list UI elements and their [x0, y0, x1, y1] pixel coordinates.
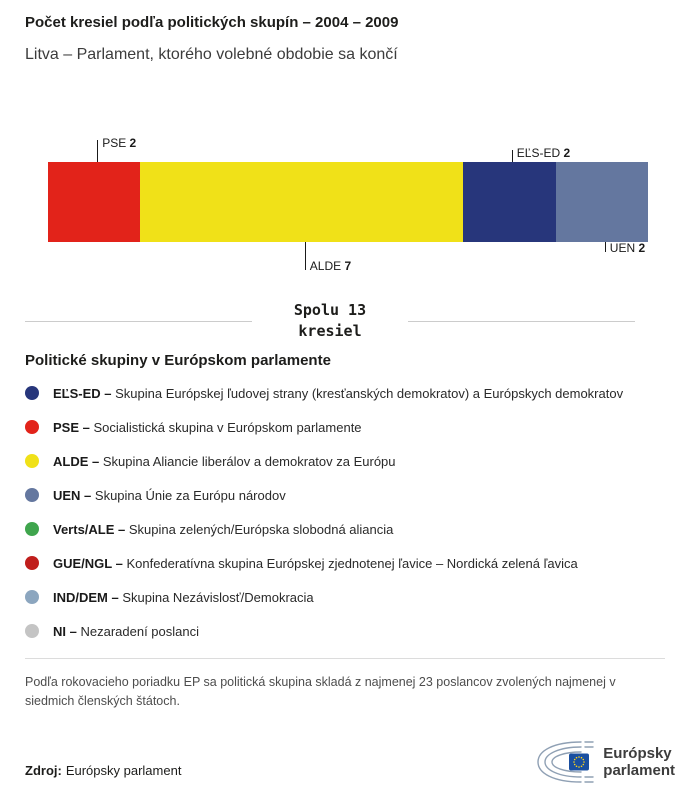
- legend-item-text: ALDE – Skupina Aliancie liberálov a demokratov za Európu: [53, 453, 396, 469]
- source-line: [25, 763, 181, 778]
- legend-color-dot: [25, 590, 39, 604]
- ep-logo-text: [603, 745, 675, 780]
- legend-item-ALDE: [25, 454, 675, 468]
- callout-label: PSE 2: [102, 136, 137, 150]
- legend-color-dot: [25, 420, 39, 434]
- hemicycle-icon: [533, 738, 595, 786]
- bar-segment-UEN: [556, 162, 648, 242]
- eu-flag-icon: [569, 753, 589, 770]
- legend-color-dot: [25, 522, 39, 536]
- total-rule-right: [408, 321, 635, 322]
- legend-color-dot: [25, 556, 39, 570]
- ep-logo-line1: Európsky: [603, 744, 672, 762]
- legend-color-dot: [25, 386, 39, 400]
- legend-item-EĽS-ED: [25, 386, 675, 400]
- legend-list: [25, 386, 675, 638]
- callout-line: [305, 242, 306, 270]
- ep-logo-line2: parlament: [603, 761, 675, 779]
- legend-item-text: EĽS-ED – Skupina Európskej ľudovej strany (kresťanských demokratov) a Európskych demokratov: [53, 385, 624, 401]
- bar-segment-EĽS-ED: [463, 162, 555, 242]
- callout-label: EĽS-ED 2: [516, 146, 571, 160]
- legend-item-UEN: [25, 488, 675, 502]
- legend-item-Verts/ALE: [25, 522, 675, 536]
- legend-item-text: PSE – Socialistická skupina v Európskom parlamente: [53, 419, 362, 435]
- legend-item-text: IND/DEM – Skupina Nezávislosť/Demokracia: [53, 589, 314, 605]
- bar-segment-PSE: [48, 162, 140, 242]
- legend-color-dot: [25, 624, 39, 638]
- callout-line: [512, 150, 513, 162]
- footnote: Podľa rokovacieho poriadku EP sa politická skupina skladá z najmenej 23 poslancov zvolených najmenej v siedmich členských štátoch.: [25, 658, 665, 712]
- legend-item-IND/DEM: [25, 590, 675, 604]
- callout-label: UEN 2: [609, 241, 646, 255]
- ep-logo: [533, 738, 675, 786]
- source-value: Európsky parlament: [65, 762, 182, 778]
- page-subtitle: Litva – Parlament, ktorého volebné obdobie sa končí: [25, 46, 398, 63]
- legend-color-dot: [25, 488, 39, 502]
- legend-color-dot: [25, 454, 39, 468]
- total-rule-left: [25, 321, 252, 322]
- legend-item-text: UEN – Skupina Únie za Európu národov: [53, 487, 286, 503]
- total-label: Spolu 13 kresiel: [293, 301, 367, 340]
- callout-line: [97, 140, 98, 162]
- legend-item-text: GUE/NGL – Konfederatívna skupina Európskej zjednotenej ľavice – Nordická zelená ľavica: [53, 555, 578, 571]
- callout-line: [605, 242, 606, 252]
- legend-item-PSE: [25, 420, 675, 434]
- stacked-bar: [48, 162, 648, 242]
- total-seats-block: [25, 300, 635, 342]
- legend-item-GUE/NGL: [25, 556, 675, 570]
- legend-heading: Politické skupiny v Európskom parlamente: [25, 352, 331, 369]
- footer: [25, 738, 675, 786]
- seat-chart: [48, 136, 648, 274]
- bar-segment-ALDE: [140, 162, 463, 242]
- page-title: Počet kresiel podľa politických skupín – 2004 – 2009: [25, 14, 399, 31]
- legend-item-NI: [25, 624, 675, 638]
- callout-label: ALDE 7: [309, 259, 352, 273]
- legend-item-text: NI – Nezaradení poslanci: [53, 623, 199, 639]
- source-label: Zdroj:: [25, 762, 62, 778]
- legend-item-text: Verts/ALE – Skupina zelených/Európska slobodná aliancia: [53, 521, 394, 537]
